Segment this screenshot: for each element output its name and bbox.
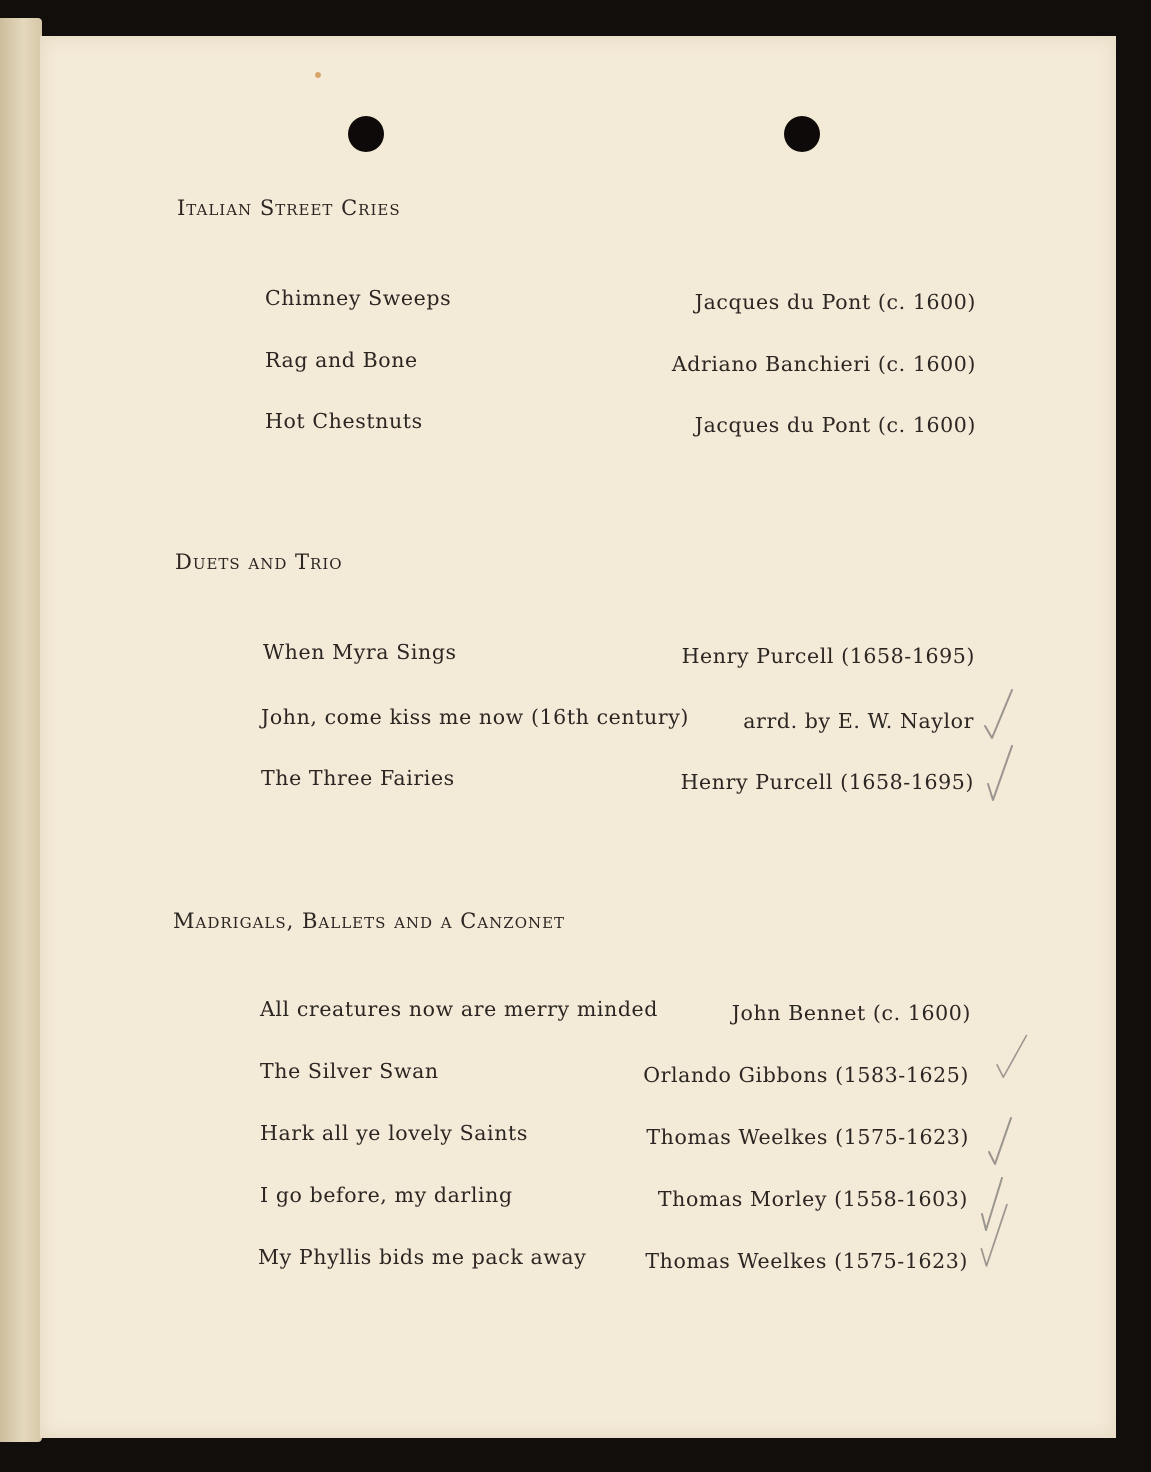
piece-title: John, come kiss me now (16th century) [261, 705, 690, 729]
piece-title: The Three Fairies [261, 766, 455, 790]
section-heading-madrigals-ballets-canzonet: Madrigals, Ballets and a Canzonet [173, 909, 566, 933]
piece-title: Hot Chestnuts [265, 409, 423, 433]
program-item [265, 409, 976, 439]
program-item [260, 997, 971, 1027]
piece-title: When Myra Sings [263, 640, 457, 664]
program-item [265, 348, 976, 378]
piece-title: The Silver Swan [260, 1059, 439, 1083]
program-item [260, 1183, 968, 1213]
piece-composer: John Bennet (c. 1600) [731, 1001, 971, 1025]
program-item [260, 1059, 969, 1089]
paper-stain [315, 72, 321, 78]
program-item [261, 705, 974, 735]
piece-composer: Henry Purcell (1658-1695) [680, 770, 974, 794]
piece-composer: arrd. by E. W. Naylor [743, 709, 974, 733]
pencil-checkmark-icon [984, 744, 1018, 814]
piece-composer: Henry Purcell (1658-1695) [681, 644, 975, 668]
section-heading-duets-and-trio: Duets and Trio [175, 550, 343, 574]
program-item [258, 1245, 968, 1275]
piece-composer: Jacques du Pont (c. 1600) [694, 290, 976, 314]
piece-composer: Thomas Weelkes (1575-1623) [646, 1125, 969, 1149]
punch-hole-right [784, 116, 820, 152]
pencil-checkmark-icon [994, 1026, 1028, 1096]
piece-composer: Thomas Weelkes (1575-1623) [645, 1249, 968, 1273]
piece-composer: Thomas Morley (1558-1603) [657, 1187, 968, 1211]
piece-composer: Orlando Gibbons (1583-1625) [643, 1063, 969, 1087]
pencil-checkmark-icon [978, 1202, 1012, 1272]
punch-hole-left [348, 116, 384, 152]
piece-title: Rag and Bone [265, 348, 418, 372]
piece-title: My Phyllis bids me pack away [258, 1245, 587, 1269]
program-item [263, 640, 975, 670]
program-item [265, 286, 976, 316]
program-item [260, 1121, 969, 1151]
piece-title: All creatures now are merry minded [260, 997, 658, 1021]
book-spine [0, 18, 42, 1442]
piece-title: Hark all ye lovely Saints [260, 1121, 528, 1145]
piece-title: Chimney Sweeps [265, 286, 452, 310]
piece-composer: Adriano Banchieri (c. 1600) [671, 352, 976, 376]
program-item [261, 766, 974, 796]
section-heading-italian-street-cries: Italian Street Cries [177, 196, 401, 220]
program-page [40, 36, 1116, 1438]
piece-title: I go before, my darling [260, 1183, 513, 1207]
piece-composer: Jacques du Pont (c. 1600) [694, 413, 976, 437]
